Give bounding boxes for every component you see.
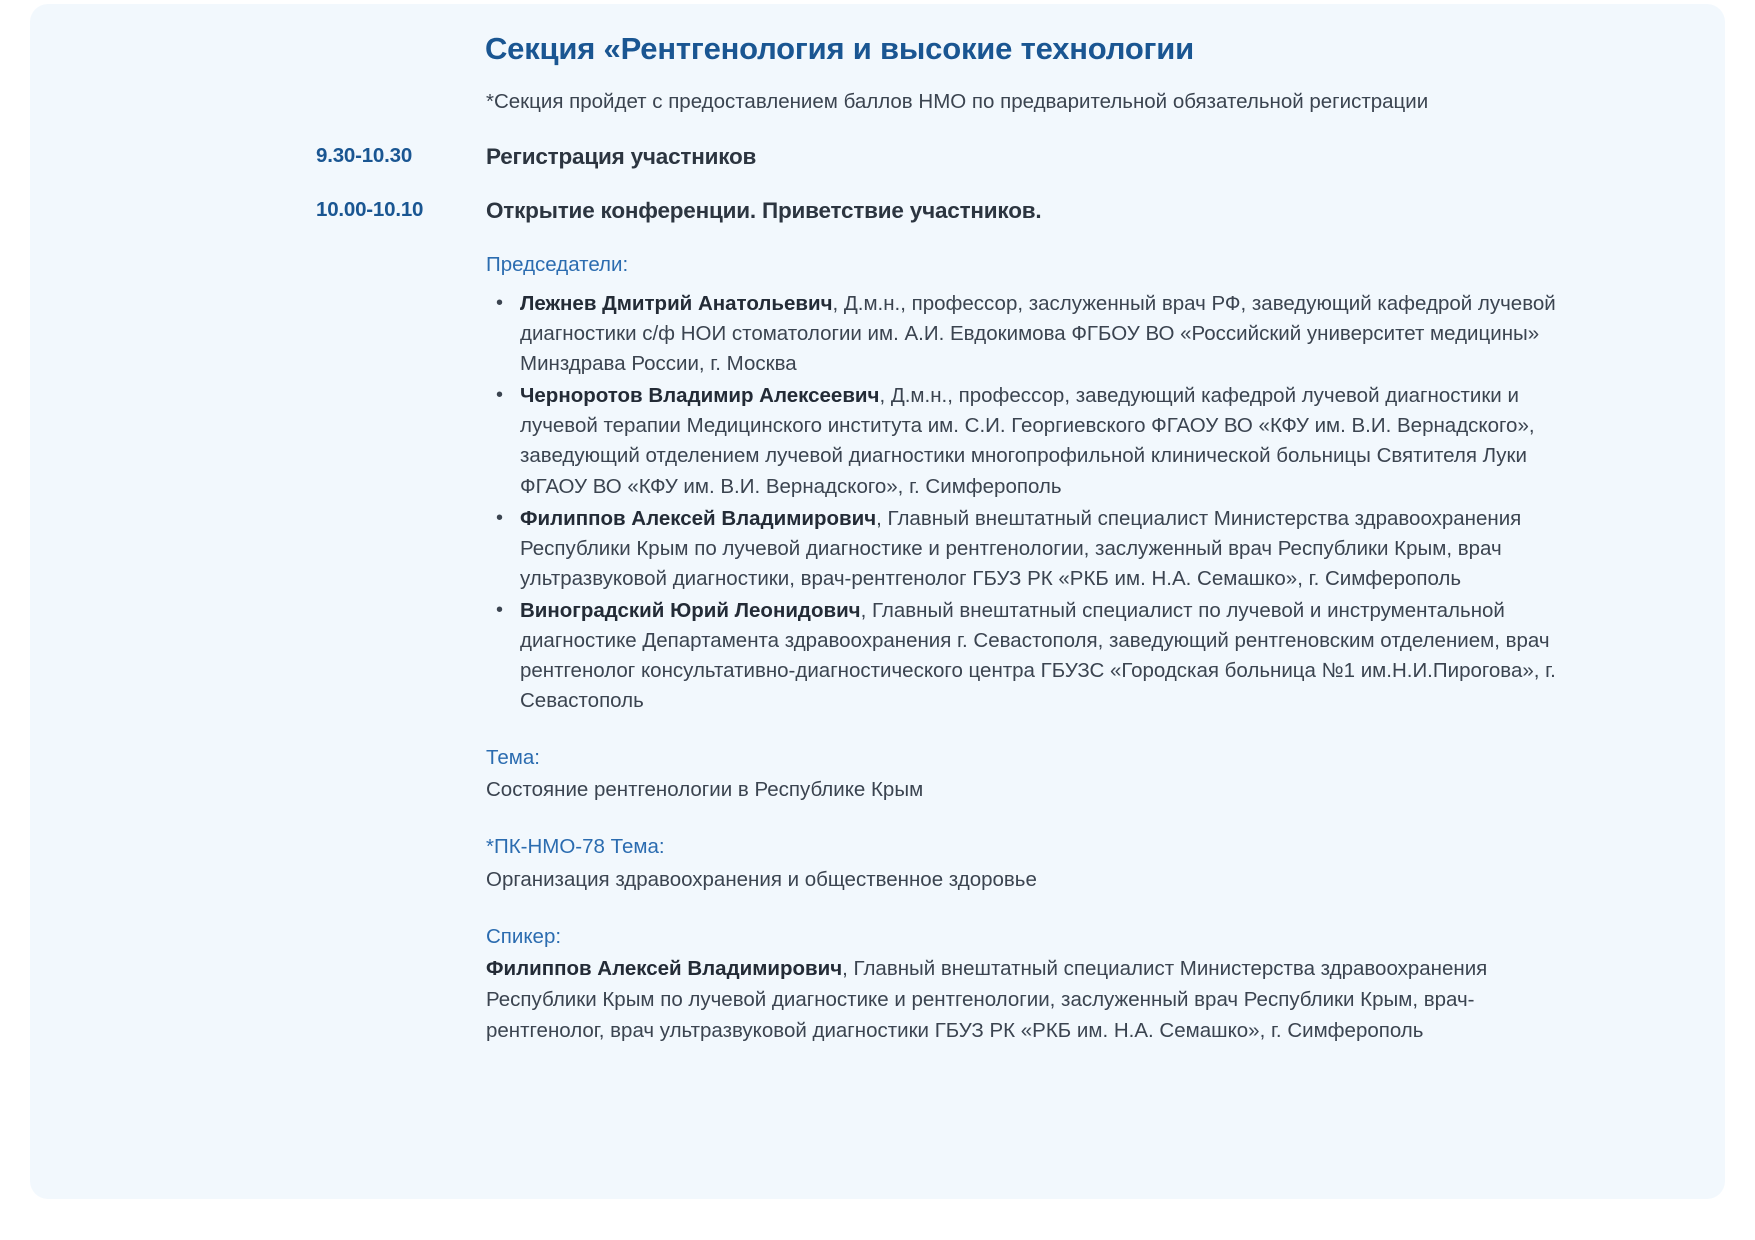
speaker-label: Спикер:: [486, 924, 562, 948]
list-item: [486, 381, 1556, 502]
section-note: *Секция пройдет с предоставлением баллов НМО по предварительной обязательной регистрации: [486, 90, 1429, 113]
topic-block: [486, 743, 1556, 807]
list-item: [486, 504, 1556, 594]
speaker-name: Филиппов Алексей Владимирович: [486, 957, 843, 981]
chair-description: , Главный внештатный специалист по лучевой и инструментальной диагностике Департамента здравоохранения г. Севастополя, заведующий рентгеновским отделением, врач рентгенолог консультативно-диагностического центра ГБУЗС «Городская больница №1 им.Н.И.Пирогова», г. Севастополь: [520, 599, 1556, 713]
chairs-list: [486, 289, 1556, 717]
nmo-topic-block: [486, 832, 1556, 896]
chairs-block: [486, 250, 1556, 717]
list-item: [486, 596, 1556, 717]
program-card-inner: [30, 4, 1725, 1199]
schedule-time: 9.30-10.30: [316, 144, 413, 167]
list-item: [486, 289, 1556, 379]
page-title: Секция «Рентгенология и высокие технологии: [485, 31, 1194, 66]
chair-name: Лежнев Дмитрий Анатольевич: [520, 291, 833, 315]
schedule-title: Открытие конференции. Приветствие участников.: [486, 198, 1042, 223]
speaker-value: [486, 954, 1556, 1046]
chairs-label: Председатели:: [486, 253, 629, 276]
nmo-topic-value: Организация здравоохранения и общественное здоровье: [486, 867, 1037, 891]
program-card: [30, 4, 1725, 1199]
schedule-title: Регистрация участников: [486, 144, 757, 169]
chair-description: , Д.м.н., профессор, заслуженный врач РФ, заведующий кафедрой лучевой диагностики с/ф НОИ стоматологии им. А.И. Евдокимова ФГБОУ ВО «Российский университет медицины» Минздрава России, г. Москва: [520, 291, 1556, 375]
nmo-topic-label: *ПК-НМО-78 Тема:: [486, 835, 665, 858]
chair-name: Черноротов Владимир Алексеевич: [520, 384, 880, 408]
chair-name: Виноградский Юрий Леонидович: [520, 599, 861, 622]
topic-value: Состояние рентгенологии в Республике Крым: [486, 778, 924, 802]
schedule-time: 10.00-10.10: [316, 198, 424, 221]
topic-label: Тема:: [486, 745, 540, 769]
speaker-block: [486, 922, 1556, 1047]
speaker-description: , Главный внештатный специалист Министерства здравоохранения Республики Крым по лучевой диагностике и рентгенологии, заслуженный врач Республики Крым, врач-рентгенолог, врач ультразвуковой диагностики ГБУЗ РК «РКБ им. Н.А. Семашко», г. Симферополь: [486, 957, 1488, 1042]
chair-description: , Главный внештатный специалист Министерства здравоохранения Республики Крым по лучевой диагностике и рентгенологии, заслуженный врач Республики Крым, врач ультразвуковой диагностики, врач-рентгенолог ГБУЗ РК «РКБ им. Н.А. Семашко», г. Симферополь: [520, 506, 1522, 590]
session-details: [486, 250, 1556, 1047]
chair-description: , Д.м.н., профессор, заведующий кафедрой лучевой диагностики и лучевой терапии Медицинского института им. С.И. Георгиевского ФГАОУ ВО «КФУ им. В.И. Вернадского», заведующий отделением лучевой диагностики многопрофильной клинической больницы Святителя Луки ФГАОУ ВО «КФУ им. В.И. Вернадского», г. Симферополь: [520, 384, 1535, 498]
chair-name: Филиппов Алексей Владимирович: [520, 506, 877, 530]
